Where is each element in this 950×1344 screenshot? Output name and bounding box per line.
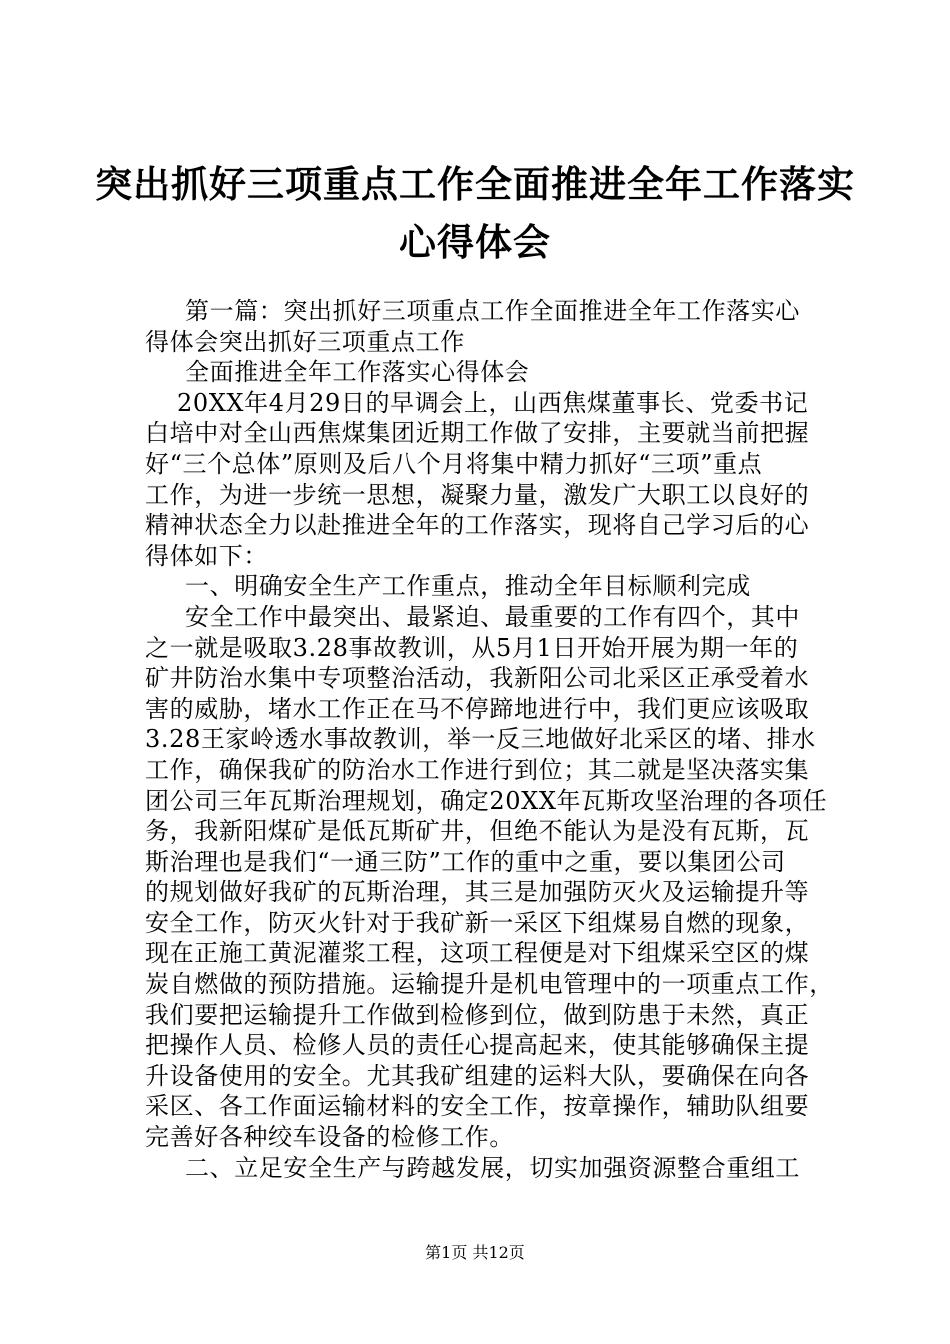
section-heading: 一、明确安全生产工作重点，推动全年目标顺利完成 [185,572,751,601]
body-line: 务，我新阳煤矿是低瓦斯矿井，但绝不能认为是没有瓦斯，瓦 [145,817,810,846]
body-line: 安全工作中最突出、最紧迫、最重要的工作有四个，其中 [185,602,800,631]
body-line: 害的威胁，堵水工作正在马不停蹄地进行中，我们更应该吸取 [145,694,810,723]
body-line: 工作，为进一步统一思想，凝聚力量，激发广大职工以良好的 [145,480,810,509]
body-line: 矿井防治水集中专项整治活动，我新阳公司北采区正承受着水 [145,664,810,693]
page-number-footer: 第1页 共12页 [425,1243,525,1262]
document-title-line-2: 心得体会 [399,221,551,264]
body-line: 采区、各工作面运输材料的安全工作，按章操作，辅助队组要 [145,1092,810,1121]
body-line: 升设备使用的安全。尤其我矿组建的运料大队，要确保在向各 [145,1061,810,1090]
body-line: 第一篇：突出抓好三项重点工作全面推进全年工作落实心 [185,297,800,325]
body-line: 团公司三年瓦斯治理规划，确定20XX年瓦斯攻坚治理的各项任 [145,786,828,815]
body-line: 完善好各种绞车设备的检修工作。 [145,1123,514,1152]
body-line: 的规划做好我矿的瓦斯治理，其三是加强防灭火及运输提升等 [145,878,810,907]
body-line: 白培中对全山西焦煤集团近期工作做了安排，主要就当前把握 [145,419,810,448]
body-line: 现在正施工黄泥灌浆工程，这项工程便是对下组煤采空区的煤 [145,939,810,968]
body-line: 斯治理也是我们“一通三防”工作的重中之重，要以集团公司 [145,847,786,876]
body-line: 之一就是吸取3.28事故教训，从5月1日开始开展为期一年的 [145,633,799,662]
section-heading: 二、立足安全生产与跨越发展，切实加强资源整合重组工 [185,1153,800,1182]
body-line: 工作，确保我矿的防治水工作进行到位；其二就是坚决落实集 [145,755,810,784]
body-line: 好“三个总体”原则及后八个月将集中精力抓好“三项”重点 [145,449,763,478]
body-line: 得体如下： [145,541,268,570]
body-line: 安全工作，防灭火针对于我矿新一采区下组煤易自燃的现象， [145,908,810,937]
body-line: 精神状态全力以赴推进全年的工作落实，现将自己学习后的心 [145,511,810,540]
document-body [145,296,834,1183]
body-line: 全面推进全年工作落实心得体会 [185,358,530,387]
body-line: 炭自燃做的预防措施。运输提升是机电管理中的一项重点工作， [145,970,834,999]
body-line: 我们要把运输提升工作做到检修到位，做到防患于未然，真正 [145,1000,810,1029]
body-line: 3.28王家岭透水事故教训，举一反三地做好北采区的堵、排水 [145,725,816,754]
body-line: 把操作人员、检修人员的责任心提高起来，使其能够确保主提 [145,1031,810,1060]
body-line: 得体会突出抓好三项重点工作 [145,327,465,356]
body-line: 20XX年4月29日的早调会上，山西焦煤董事长、党委书记 [177,388,809,417]
document-title-line-1: 突出抓好三项重点工作全面推进全年工作落实 [95,163,855,206]
